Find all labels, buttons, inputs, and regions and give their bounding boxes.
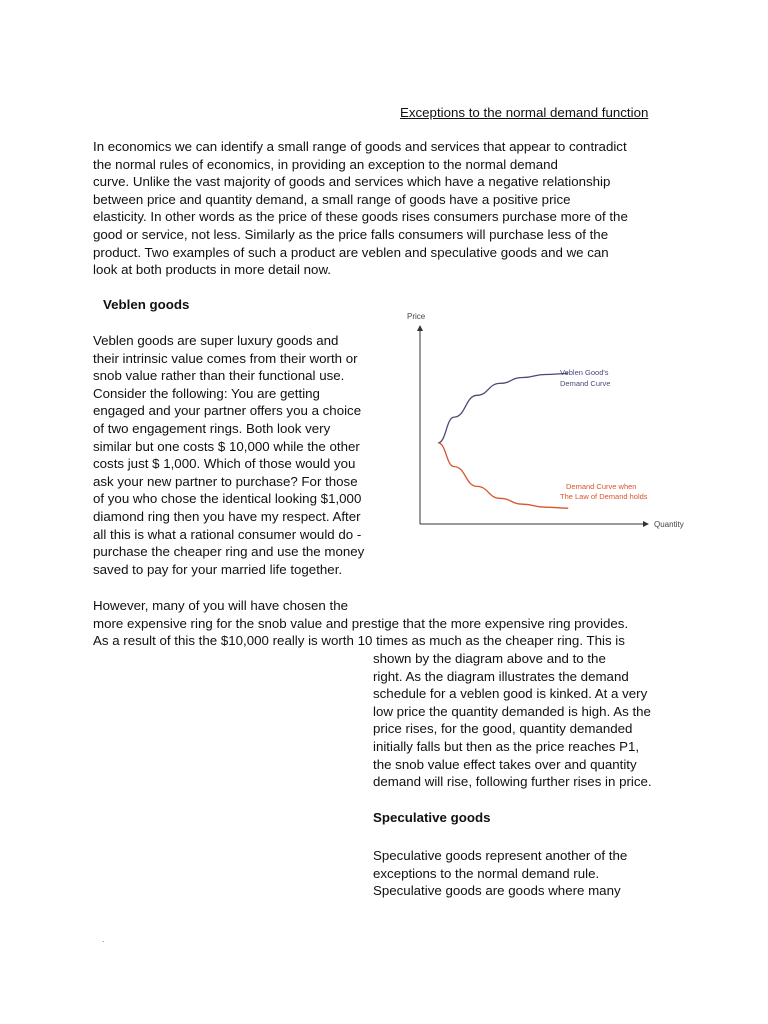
intro-line: curve. Unlike the vast majority of goods and services which have a negative relationship	[93, 174, 611, 190]
law-of-demand-label	[560, 482, 648, 501]
speculative-line: Speculative goods are goods where many	[373, 883, 621, 899]
veblen-paragraph	[93, 332, 364, 578]
document-title: Exceptions to the normal demand function	[400, 105, 649, 120]
veblen-line: their intrinsic value comes from their worth or	[93, 350, 358, 366]
right-column-line: price rises, for the good, quantity demanded	[373, 721, 633, 737]
right-column-line: shown by the diagram above and to the	[373, 651, 606, 666]
veblen-line: snob value rather than their functional use.	[93, 368, 345, 384]
speculative-paragraph	[373, 847, 627, 900]
veblen-continuation	[93, 597, 628, 650]
speculative-line: exceptions to the normal demand rule.	[373, 865, 600, 881]
intro-paragraph	[93, 138, 628, 279]
veblen-line: Consider the following: You are getting	[93, 385, 320, 401]
right-column-line: demand will rise, following further rises in price.	[373, 774, 652, 790]
right-column-line: low price the quantity demanded is high. As the	[373, 703, 651, 719]
law-of-demand-label-line: The Law of Demand holds	[560, 492, 648, 501]
intro-line: product. Two examples of such a product are veblen and speculative goods and we can	[93, 244, 609, 260]
veblen-line: saved to pay for your married life together.	[93, 561, 343, 577]
intro-line: the normal rules of economics, in providing an exception to the normal demand	[93, 156, 558, 172]
veblen-line: of two engagement rings. Both look very	[93, 420, 331, 436]
right-column-line: initially falls but then as the price reaches P1,	[373, 738, 640, 754]
veblen-line: similar but one costs $ 10,000 while the other	[93, 438, 360, 454]
x-axis-label: Quantity	[654, 520, 684, 529]
intro-line: between price and quantity demand, a small range of goods have a positive price	[93, 191, 571, 207]
veblen-line: of you who chose the identical looking $1,000	[93, 491, 362, 507]
veblen-demand-chart	[396, 306, 702, 536]
veblen-right-column	[373, 650, 652, 791]
speculative-heading: Speculative goods	[373, 810, 491, 825]
veblen-line: engaged and your partner offers you a choice	[93, 403, 362, 419]
veblen-line: ask your new partner to purchase? For those	[93, 473, 358, 489]
veblen-line: diamond ring then you have my respect. After	[93, 508, 361, 524]
footer-mark: .	[102, 934, 105, 944]
continuation-line: more expensive ring for the snob value and prestige that the more expensive ring provides.	[93, 615, 629, 631]
veblen-curve-label-line: Demand Curve	[560, 379, 611, 388]
intro-line: good or service, not less. Similarly as the price falls consumers will purchase less of the	[93, 226, 609, 242]
right-column-line: schedule for a veblen good is kinked. At a very	[373, 686, 648, 702]
continuation-line: However, many of you will have chosen the	[93, 598, 348, 613]
continuation-line: As a result of this the $10,000 really is worth 10 times as much as the cheaper ring. This is	[93, 633, 625, 649]
intro-line: elasticity. In other words as the price of these goods rises consumers purchase more of the	[93, 209, 628, 225]
right-column-line: the snob value effect takes over and quantity	[373, 756, 637, 772]
veblen-curve-label	[560, 368, 611, 388]
veblen-demand-curve	[438, 374, 568, 443]
law-of-demand-curve	[438, 443, 568, 508]
veblen-heading: Veblen goods	[103, 297, 190, 312]
veblen-line: Veblen goods are super luxury goods and	[93, 333, 339, 348]
y-axis-label: Price	[407, 312, 426, 321]
intro-line: In economics we can identify a small range of goods and services that appear to contradict	[93, 139, 627, 154]
veblen-line: purchase the cheaper ring and use the money	[93, 544, 365, 560]
veblen-line: all this is what a rational consumer would do -	[93, 526, 362, 542]
veblen-curve-label-line: Veblen Good's	[560, 368, 609, 377]
intro-line: look at both products in more detail now.	[93, 262, 332, 278]
veblen-line: costs just $ 1,000. Which of those would you	[93, 456, 356, 472]
right-column-line: right. As the diagram illustrates the demand	[373, 668, 629, 684]
law-of-demand-label-line: Demand Curve when	[566, 482, 637, 491]
speculative-line: Speculative goods represent another of the	[373, 848, 628, 863]
